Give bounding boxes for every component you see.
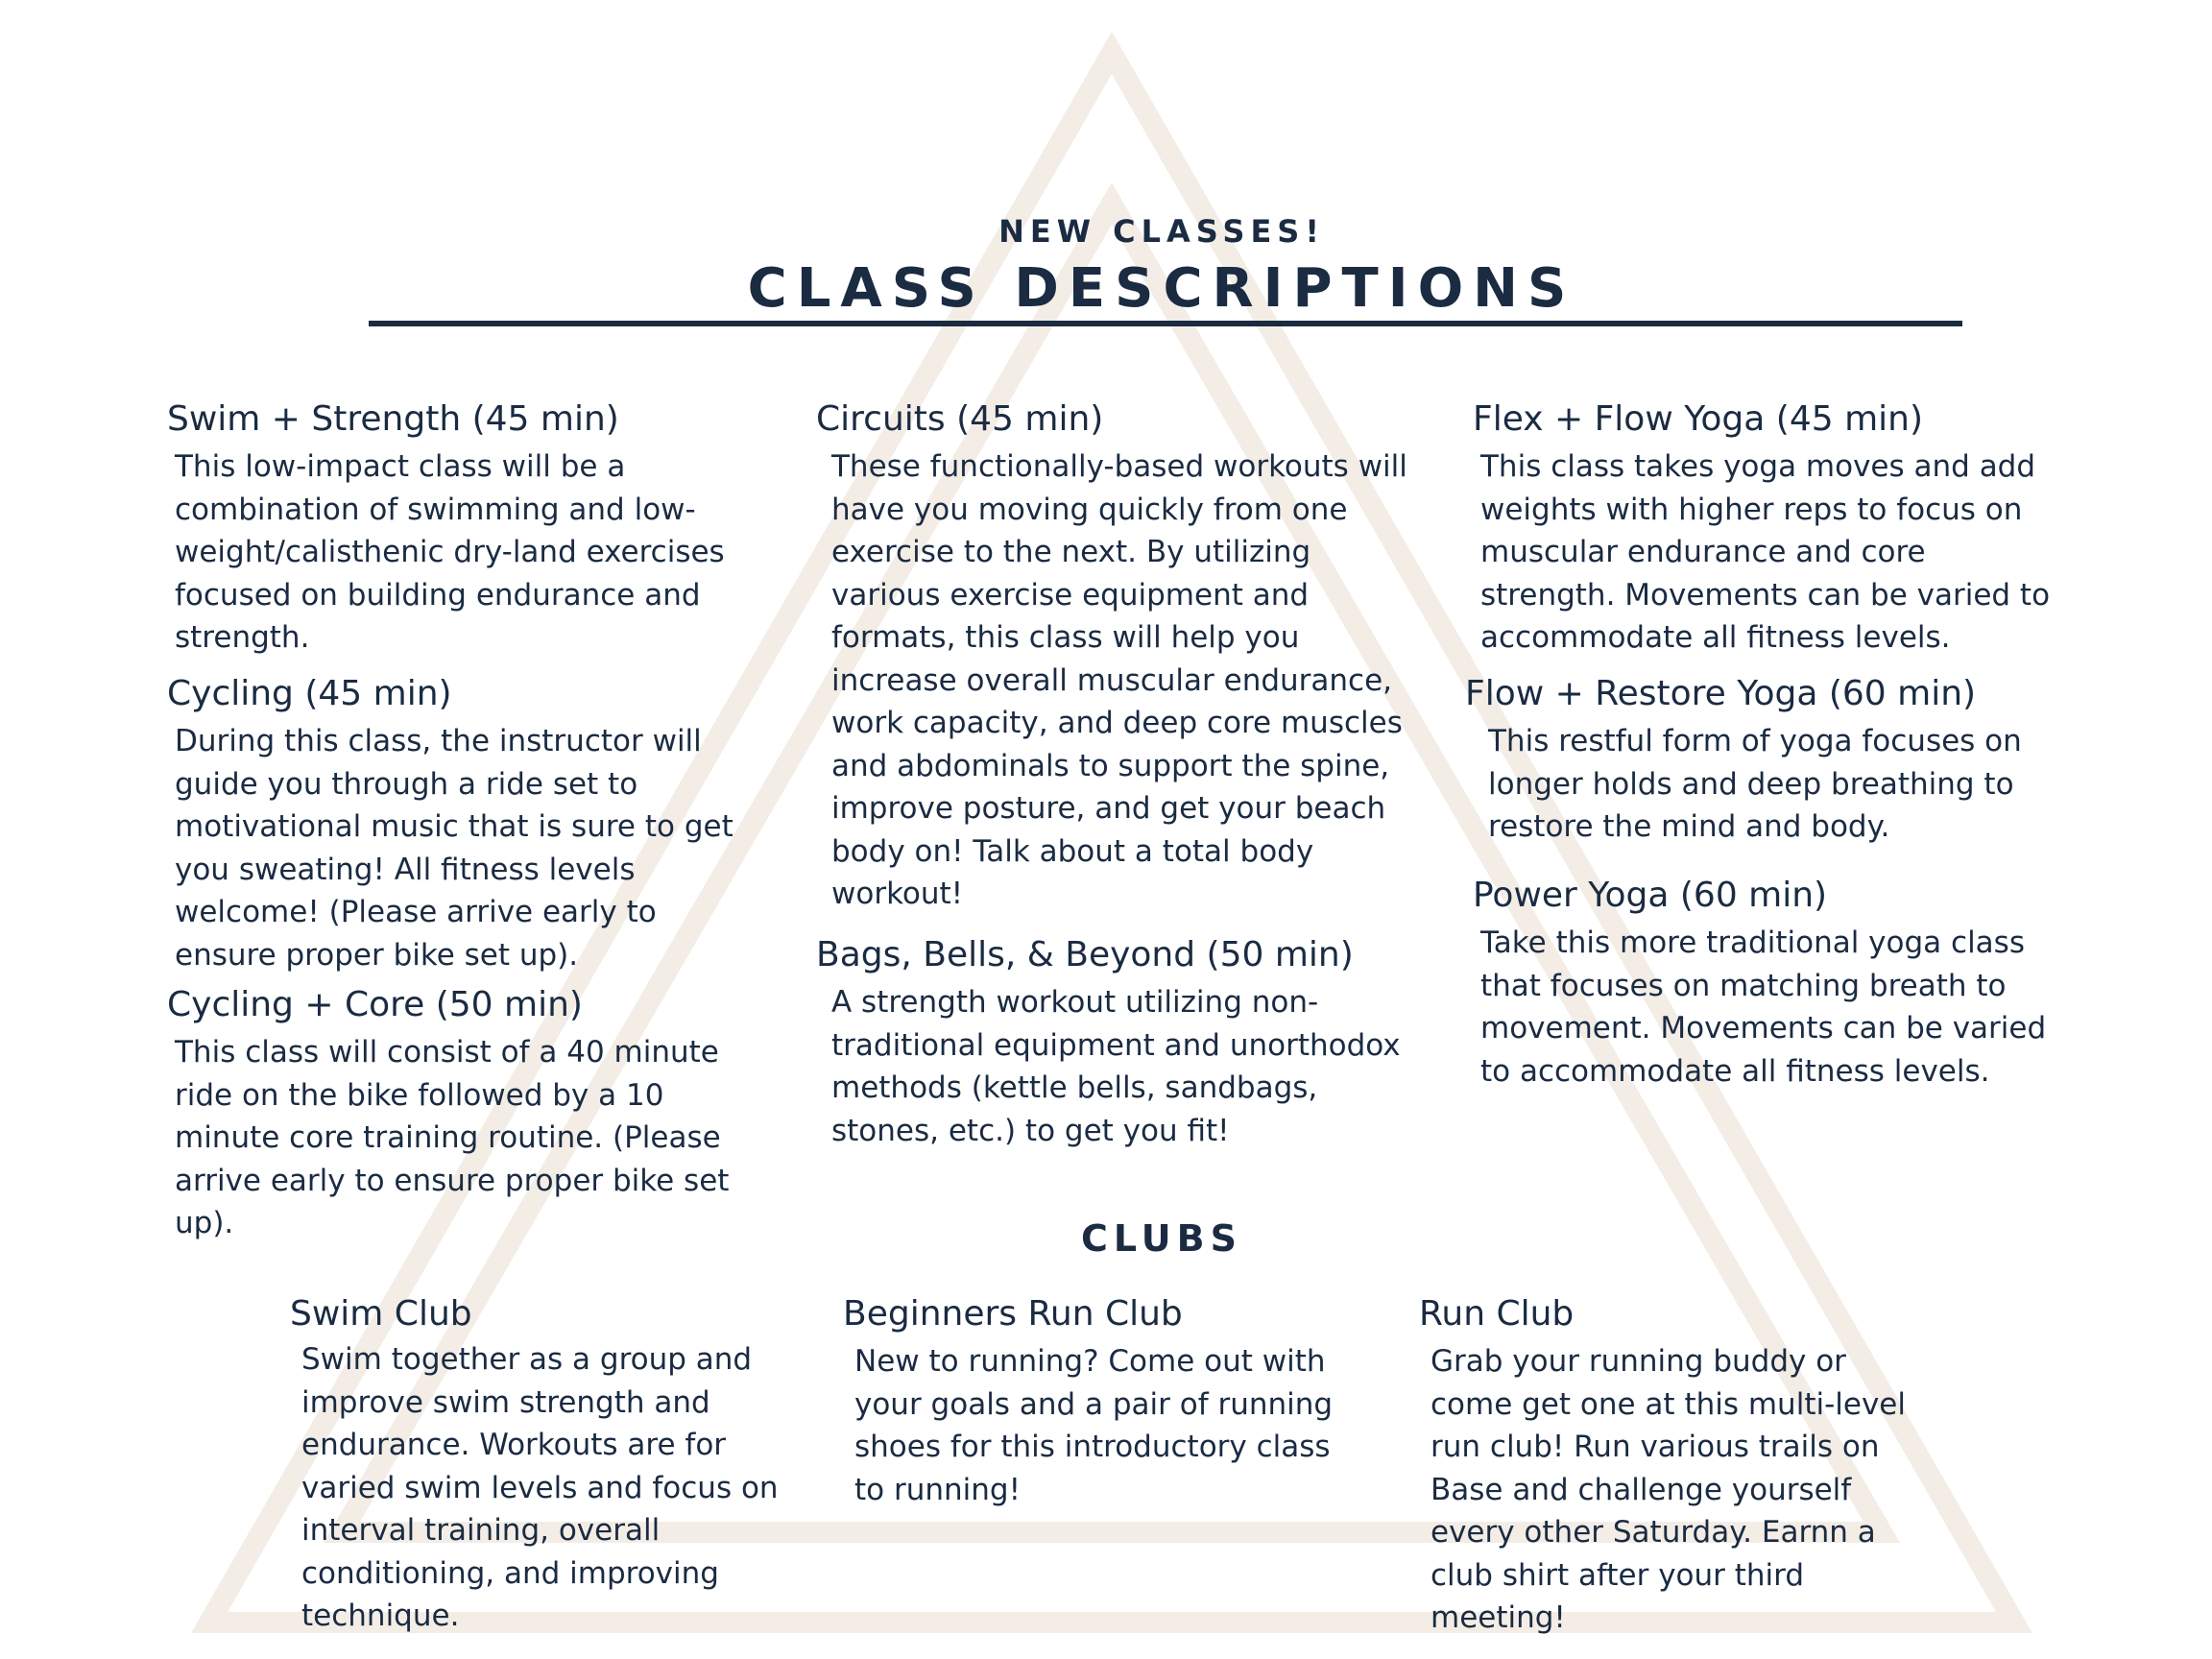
class-circuits <box>816 396 1421 916</box>
club-description: Swim together as a group and improve swim strength and endurance. Workouts are for varied swim levels and focus on interval training, overall conditioning, and improving technique. <box>301 1342 779 1633</box>
page-subtitle: NEW CLASSES! <box>998 213 1325 250</box>
page-title: CLASS DESCRIPTIONS <box>747 257 1576 320</box>
club-title: Beginners Run Club <box>843 1294 1183 1334</box>
title-divider <box>369 321 1962 326</box>
club-title: Swim Club <box>290 1294 472 1334</box>
class-description: This restful form of yoga focuses on longer holds and deep breathing to restore the mind and body. <box>1488 724 2022 844</box>
class-description: These functionally-based workouts will have you moving quickly from one exercise to the next. By utilizing various exercise equipment and formats, this class will help you increase overall muscular endurance, work capacity, and deep core muscles and abdominals to support the spine, improve posture, and get your beach body on! Talk about a total body workout! <box>831 449 1407 911</box>
class-power-yoga <box>1473 872 2058 1093</box>
club-description: Grab your running buddy or come get one at this multi-level run club! Run various trails on Base and challenge yourself every other Saturday. Earnn a club shirt after your third meeting! <box>1431 1344 1906 1635</box>
club-swim <box>290 1290 789 1638</box>
class-title: Bags, Bells, & Beyond (50 min) <box>816 935 1354 974</box>
class-description: Take this more traditional yoga class that focuses on matching breath to movement. Movements can be varied to accommodate all fitness levels. <box>1480 926 2047 1089</box>
class-cycling <box>167 670 762 976</box>
class-title: Swim + Strength (45 min) <box>167 399 619 439</box>
class-description: This low-impact class will be a combination of swimming and low-weight/calisthenic dry-land exercises focused on building endurance and strength. <box>175 449 725 655</box>
class-title: Power Yoga (60 min) <box>1473 876 1828 915</box>
club-title: Run Club <box>1419 1294 1575 1334</box>
class-flow-restore-yoga <box>1465 670 2060 849</box>
class-title: Circuits (45 min) <box>816 399 1104 439</box>
club-beginners-run <box>843 1290 1361 1511</box>
clubs-heading: CLUBS <box>1081 1217 1242 1260</box>
class-swim-strength <box>167 396 762 660</box>
class-bags-bells-beyond <box>816 931 1421 1152</box>
class-title: Flex + Flow Yoga (45 min) <box>1473 399 1924 439</box>
class-description: A strength workout utilizing non-traditional equipment and unorthodox methods (kettle bells, sandbags, stones, etc.) to get you fit! <box>831 985 1401 1148</box>
class-title: Cycling + Core (50 min) <box>167 985 583 1024</box>
class-title: Flow + Restore Yoga (60 min) <box>1465 674 1977 713</box>
class-flex-flow-yoga <box>1473 396 2058 660</box>
class-description: This class takes yoga moves and add weights with higher reps to focus on muscular endurance and core strength. Movements can be varied to accommodate all fitness levels. <box>1480 449 2051 655</box>
class-cycling-core <box>167 981 762 1245</box>
class-title: Cycling (45 min) <box>167 674 452 713</box>
class-description: During this class, the instructor will guide you through a ride set to motivational music that is sure to get you sweating! All fitness levels welcome! (Please arrive early to ensure proper bike set up). <box>175 724 733 973</box>
club-run <box>1419 1290 1957 1640</box>
class-description: This class will consist of a 40 minute ride on the bike followed by a 10 minute core training routine. (Please arrive early to ensure proper bike set up). <box>175 1035 730 1240</box>
club-description: New to running? Come out with your goals and a pair of running shoes for this introductory class to running! <box>854 1344 1334 1507</box>
